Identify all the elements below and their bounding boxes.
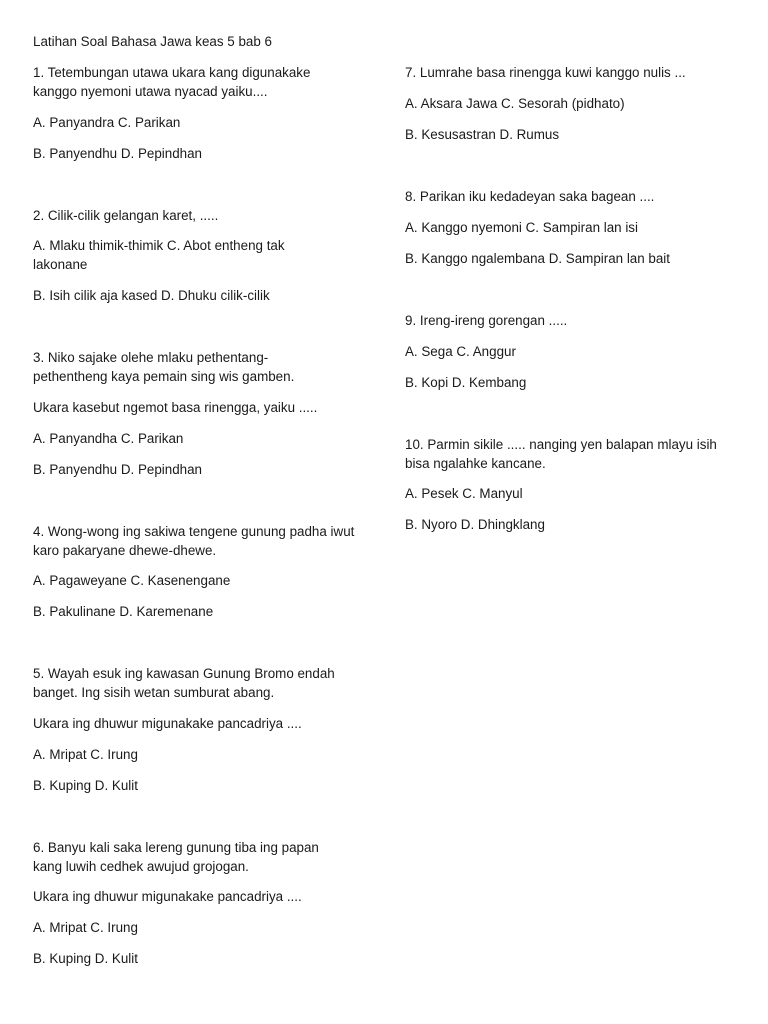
- question-7-stem: 7. Lumrahe basa rinengga kuwi kanggo nulis ...: [405, 65, 686, 80]
- question-8-option-a: A. Kanggo nyemoni C. Sampiran lan isi: [405, 220, 638, 235]
- question-10-option-a: A. Pesek C. Manyul: [405, 486, 523, 501]
- question-5-option-a: A. Mripat C. Irung: [33, 747, 138, 762]
- question-6-note: Ukara ing dhuwur migunakake pancadriya ....: [33, 889, 302, 904]
- question-2-option-a: A. Mlaku thimik-thimik C. Abot entheng tak lakonane: [33, 238, 289, 272]
- question-10-option-b: B. Nyoro D. Dhingklang: [405, 517, 545, 532]
- question-9-stem: 9. Ireng-ireng gorengan .....: [405, 313, 568, 328]
- question-8-stem: 8. Parikan iku kedadeyan saka bagean ....: [405, 189, 655, 204]
- question-3-note: Ukara kasebut ngemot basa rinengga, yaiku .....: [33, 400, 318, 415]
- question-6-option-b: B. Kuping D. Kulit: [33, 951, 138, 966]
- question-4-option-b: B. Pakulinane D. Karemenane: [33, 604, 214, 619]
- question-9-option-b: B. Kopi D. Kembang: [405, 375, 527, 390]
- question-2-option-b: B. Isih cilik aja kased D. Dhuku cilik-cilik: [33, 288, 270, 303]
- question-2-stem: 2. Cilik-cilik gelangan karet, .....: [33, 208, 219, 223]
- question-3-option-b: B. Panyendhu D. Pepindhan: [33, 462, 202, 477]
- question-1-option-b: B. Panyendhu D. Pepindhan: [33, 146, 202, 161]
- question-1-option-a: A. Panyandra C. Parikan: [33, 115, 181, 130]
- page-title: Latihan Soal Bahasa Jawa keas 5 bab 6: [33, 34, 272, 49]
- question-9-option-a: A. Sega C. Anggur: [405, 344, 516, 359]
- question-7-option-b: B. Kesusastran D. Rumus: [405, 127, 560, 142]
- question-4-option-a: A. Pagaweyane C. Kasenengane: [33, 573, 231, 588]
- question-5-stem: 5. Wayah esuk ing kawasan Gunung Bromo endah banget. Ing sisih wetan sumburat abang.: [33, 666, 339, 700]
- question-10-stem: 10. Parmin sikile ..... nanging yen balapan mlayu isih bisa ngalahke kancane.: [405, 437, 721, 471]
- question-4-stem: 4. Wong-wong ing sakiwa tengene gunung padha iwut karo pakaryane dhewe-dhewe.: [33, 524, 359, 558]
- question-6-option-a: A. Mripat C. Irung: [33, 920, 138, 935]
- question-6-stem: 6. Banyu kali saka lereng gunung tiba ing papan kang luwih cedhek awujud grojogan.: [33, 840, 323, 874]
- question-3-stem: 3. Niko sajake olehe mlaku pethentang-pethentheng kaya pemain sing wis gamben.: [33, 350, 295, 384]
- question-7-option-a: A. Aksara Jawa C. Sesorah (pidhato): [405, 96, 625, 111]
- question-1-stem: 1. Tetembungan utawa ukara kang digunakake kanggo nyemoni utawa nyacad yaiku....: [33, 65, 315, 99]
- question-3-option-a: A. Panyandha C. Parikan: [33, 431, 184, 446]
- question-8-option-b: B. Kanggo ngalembana D. Sampiran lan bait: [405, 251, 671, 266]
- question-5-option-b: B. Kuping D. Kulit: [33, 778, 138, 793]
- question-5-note: Ukara ing dhuwur migunakake pancadriya ....: [33, 716, 302, 731]
